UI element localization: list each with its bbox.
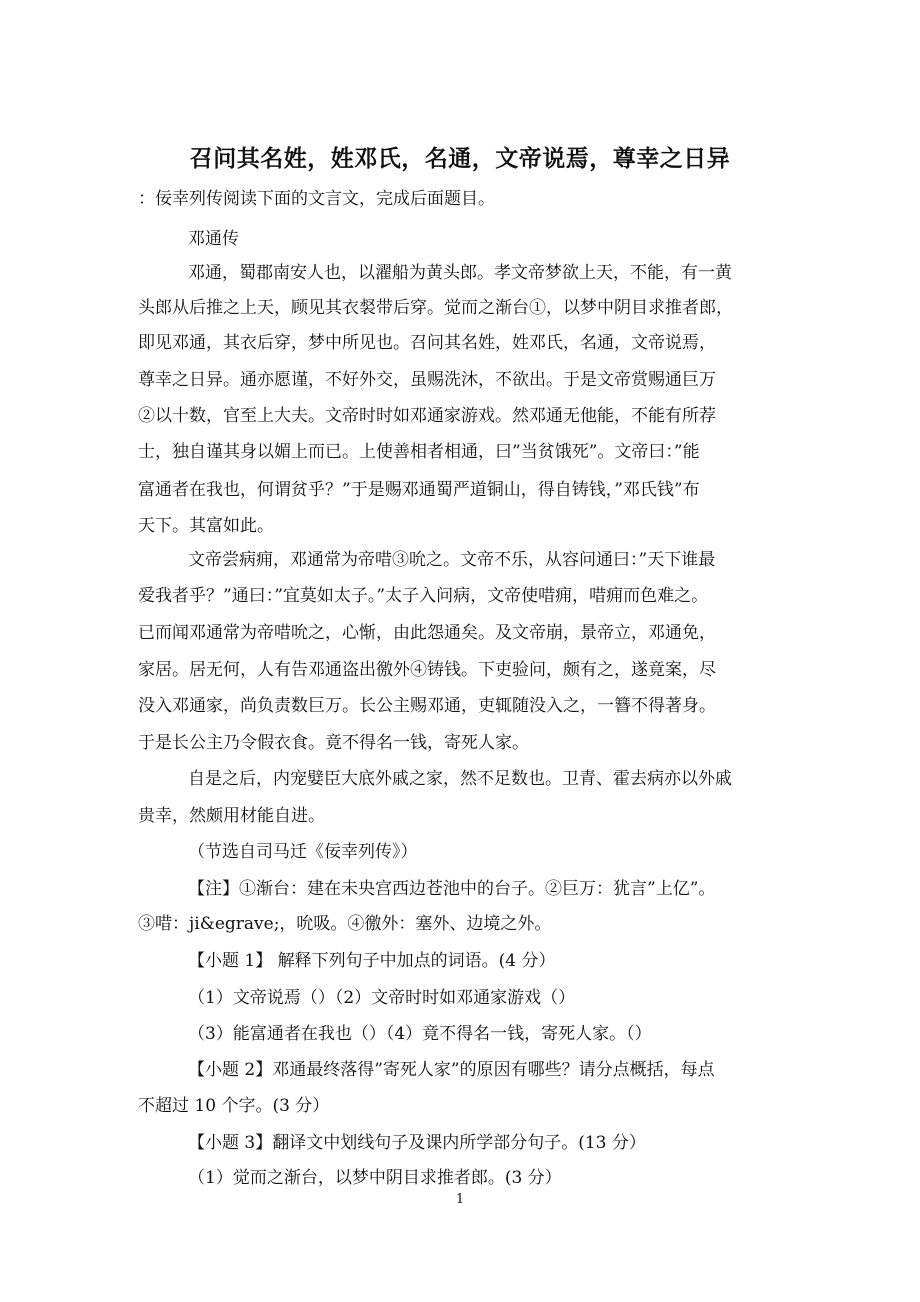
paragraph-3-line: 自是之后，内宠嬖臣大底外戚之家，然不足数也。卫青、霍去病亦以外戚 bbox=[188, 769, 732, 789]
paragraph-1-line: 尊幸之日异。通亦愿谨，不好外交，虽赐洗沐，不欲出。于是文帝赏赐通巨万 bbox=[138, 370, 716, 390]
paragraph-2-line: 没入邓通家，尚负责数巨万。长公主赐邓通，吏辄随没入之，一簪不得著身。 bbox=[138, 696, 716, 716]
notes-line: ③唶：ji&egrave;，吮吸。④徼外：塞外、边境之外。 bbox=[138, 914, 552, 934]
paragraph-2-line: 于是长公主乃令假衣食。竟不得名一钱，寄死人家。 bbox=[138, 733, 529, 753]
paragraph-1-line: 即见邓通，其衣后穿，梦中所见也。召问其名姓，姓邓氏，名通，文帝说焉， bbox=[138, 333, 716, 353]
page-title: 召问其名姓，姓邓氏，名通，文帝说焉，尊幸之日异 bbox=[189, 145, 731, 172]
question-3-heading: 【小题 3】翻译文中划线句子及课内所学部分句子。(13 分） bbox=[188, 1133, 646, 1153]
paragraph-2-line: 爱我者乎？”通曰：”宜莫如太子。”太子入问病，文帝使唶痈，唶痈而色难之。 bbox=[138, 586, 709, 606]
paragraph-1-line: 富通者在我也，何谓贫乎？”于是赐邓通蜀严道铜山，得自铸钱，”邓氏钱”布 bbox=[138, 480, 700, 500]
paragraph-2-line: 家居。居无何，人有告邓通盗出徼外④铸钱。下吏验问，颇有之，遂竟案，尽 bbox=[138, 660, 716, 680]
question-3-item: （1）觉而之渐台，以梦中阴目求推者郎。(3 分） bbox=[188, 1168, 562, 1188]
question-2-heading: 【小题 2】邓通最终落得”寄死人家”的原因有哪些？请分点概括，每点 bbox=[188, 1060, 715, 1080]
question-2-line: 不超过 10 个字。(3 分） bbox=[138, 1096, 330, 1116]
paragraph-1-line: 士，独自谨其身以媚上而已。上使善相者相通，曰”当贫饿死”。文帝曰：”能 bbox=[138, 442, 700, 462]
paragraph-3-line: 贵幸，然颇用材能自进。 bbox=[138, 806, 325, 826]
source-citation: （节选自司马迁《佞幸列传》） bbox=[188, 842, 418, 862]
question-1-heading: 【小题 1】 解释下列句子中加点的词语。(4 分） bbox=[188, 951, 556, 971]
notes-line: 【注】①渐台：建在未央宫西边苍池中的台子。②巨万：犹言”上亿”。 bbox=[188, 879, 716, 899]
paragraph-1-line: 天下。其富如此。 bbox=[138, 516, 274, 536]
page-number: 1 bbox=[455, 1192, 465, 1207]
paragraph-2-line: 已而闻邓通常为帝唶吮之，心惭，由此怨通矣。及文帝崩，景帝立，邓通免， bbox=[138, 623, 716, 643]
paragraph-1-line: ②以十数，官至上大夫。文帝时时如邓通家游戏。然邓通无他能，不能有所荐 bbox=[138, 406, 716, 426]
passage-title: 邓通传 bbox=[188, 229, 239, 249]
question-1-item: （3）能富通者在我也（）（4）竟不得名一钱，寄死人家。（） bbox=[188, 1024, 652, 1044]
question-1-item: （1）文帝说焉（）（2）文帝时时如邓通家游戏（） bbox=[188, 988, 576, 1008]
paragraph-2-line: 文帝尝病痈，邓通常为帝唶③吮之。文帝不乐，从容问通曰：”天下谁最 bbox=[188, 550, 716, 570]
intro-line: ：佞幸列传阅读下面的文言文，完成后面题目。 bbox=[138, 189, 495, 209]
paragraph-1-line: 头郎从后推之上天，顾见其衣裻带后穿。觉而之渐台①，以梦中阴目求推者郎， bbox=[138, 298, 733, 318]
paragraph-1-line: 邓通，蜀郡南安人也，以濯船为黄头郎。孝文帝梦欲上天，不能，有一黄 bbox=[188, 263, 732, 283]
